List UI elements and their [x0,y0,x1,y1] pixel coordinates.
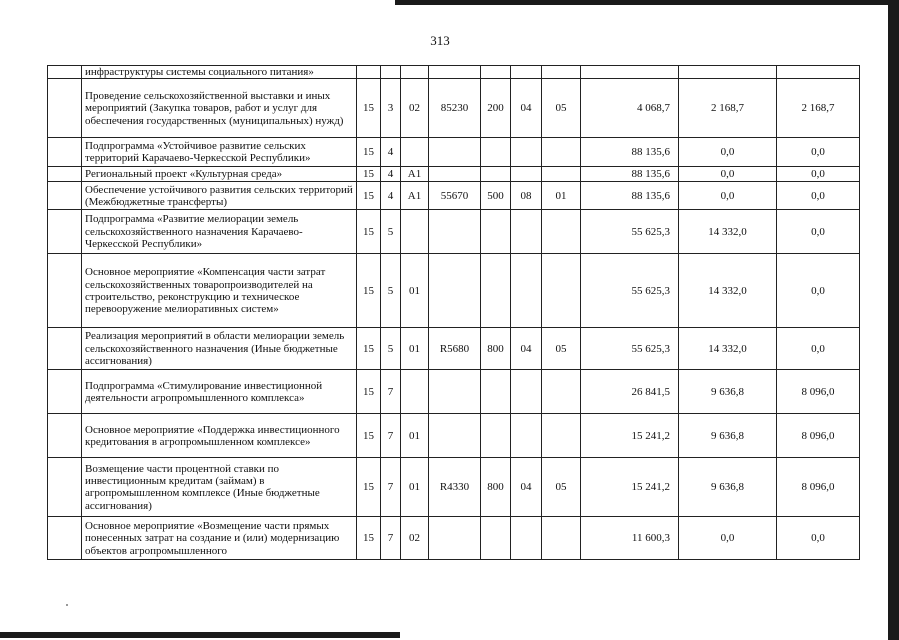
code-cell: 15 [357,210,381,254]
direction-cell [429,414,481,458]
index-cell [48,414,82,458]
code-cell: 15 [357,182,381,210]
index-cell [48,517,82,560]
direction-cell [429,517,481,560]
subsection-cell [542,254,581,328]
event-cell: А1 [401,182,429,210]
scan-speck [66,604,68,606]
direction-cell [429,370,481,414]
amount-year3-cell: 0,0 [777,517,860,560]
table-row [48,182,860,210]
event-cell: 01 [401,458,429,517]
amount-year2-cell: 9 636,8 [679,370,777,414]
expense-type-cell [481,66,511,79]
amount-year1-cell [581,66,679,79]
subsection-cell: 05 [542,458,581,517]
subsection-cell [542,517,581,560]
item-name-cell: Реализация мероприятий в области мелиорации земель сельскохозяйственного назначения (Иные бюджетные ассигнования) [82,328,357,370]
amount-year1-cell: 88 135,6 [581,167,679,182]
subprogram-cell: 7 [381,414,401,458]
direction-cell: R5680 [429,328,481,370]
subsection-cell [542,66,581,79]
index-cell [48,370,82,414]
amount-year2-cell: 2 168,7 [679,79,777,138]
table-row [48,66,860,79]
amount-year3-cell: 8 096,0 [777,458,860,517]
amount-year1-cell: 88 135,6 [581,182,679,210]
scan-edge-right [888,0,899,640]
scan-edge-top [395,0,899,5]
expense-type-cell [481,517,511,560]
event-cell: 02 [401,79,429,138]
index-cell [48,138,82,167]
amount-year3-cell: 0,0 [777,167,860,182]
expense-type-cell: 200 [481,79,511,138]
subprogram-cell: 4 [381,182,401,210]
item-name-cell: Основное мероприятие «Возмещение части прямых понесенных затрат на создание и (или) модернизацию объектов агропромышленного [82,517,357,560]
item-name-cell: инфраструктуры системы социального питания» [82,66,357,79]
section-cell [511,254,542,328]
amount-year1-cell: 88 135,6 [581,138,679,167]
subsection-cell [542,138,581,167]
item-name-cell: Проведение сельскохозяйственной выставки и иных мероприятий (Закупка товаров, работ и услуг для обеспечения государственных (муниципальных) нужд) [82,79,357,138]
amount-year1-cell: 15 241,2 [581,414,679,458]
event-cell [401,210,429,254]
amount-year1-cell: 55 625,3 [581,328,679,370]
amount-year3-cell: 2 168,7 [777,79,860,138]
table-row [48,138,860,167]
subprogram-cell: 3 [381,79,401,138]
subprogram-cell: 7 [381,458,401,517]
item-name-cell: Региональный проект «Культурная среда» [82,167,357,182]
amount-year2-cell: 9 636,8 [679,414,777,458]
amount-year2-cell: 0,0 [679,167,777,182]
amount-year3-cell: 0,0 [777,328,860,370]
section-cell [511,138,542,167]
event-cell: 01 [401,254,429,328]
amount-year2-cell: 14 332,0 [679,328,777,370]
amount-year2-cell: 14 332,0 [679,210,777,254]
code-cell: 15 [357,254,381,328]
amount-year1-cell: 15 241,2 [581,458,679,517]
code-cell: 15 [357,328,381,370]
event-cell [401,370,429,414]
code-cell: 15 [357,138,381,167]
code-cell: 15 [357,458,381,517]
subprogram-cell: 5 [381,210,401,254]
section-cell: 04 [511,79,542,138]
table-row [48,370,860,414]
item-name-cell: Подпрограмма «Устойчивое развитие сельских территорий Карачаево-Черкесской Республики» [82,138,357,167]
table-row [48,254,860,328]
subprogram-cell: 4 [381,138,401,167]
amount-year1-cell: 55 625,3 [581,210,679,254]
index-cell [48,210,82,254]
table-row [48,414,860,458]
subsection-cell [542,210,581,254]
subsection-cell [542,167,581,182]
amount-year2-cell: 0,0 [679,138,777,167]
table-row [48,328,860,370]
expense-type-cell [481,138,511,167]
subprogram-cell: 7 [381,517,401,560]
code-cell: 15 [357,414,381,458]
direction-cell [429,138,481,167]
subsection-cell [542,370,581,414]
table-row [48,167,860,182]
subsection-cell: 01 [542,182,581,210]
page-number: 313 [430,33,450,48]
amount-year2-cell [679,66,777,79]
item-name-cell: Основное мероприятие «Компенсация части затрат сельскохозяйственных товаропроизводителей на строительство, реконструкцию и техническое перевооружение мелиоративных систем» [82,254,357,328]
section-cell [511,414,542,458]
index-cell [48,79,82,138]
amount-year2-cell: 14 332,0 [679,254,777,328]
section-cell [511,66,542,79]
index-cell [48,458,82,517]
event-cell: 02 [401,517,429,560]
expense-type-cell [481,167,511,182]
subsection-cell: 05 [542,328,581,370]
direction-cell [429,167,481,182]
amount-year1-cell: 55 625,3 [581,254,679,328]
subsection-cell [542,414,581,458]
amount-year1-cell: 11 600,3 [581,517,679,560]
amount-year3-cell: 0,0 [777,254,860,328]
expense-type-cell [481,414,511,458]
direction-cell: R4330 [429,458,481,517]
index-cell [48,182,82,210]
section-cell [511,517,542,560]
amount-year3-cell: 0,0 [777,182,860,210]
direction-cell: 55670 [429,182,481,210]
index-cell [48,254,82,328]
amount-year1-cell: 4 068,7 [581,79,679,138]
direction-cell [429,254,481,328]
index-cell [48,328,82,370]
code-cell: 15 [357,79,381,138]
subprogram-cell [381,66,401,79]
event-cell: 01 [401,414,429,458]
amount-year2-cell: 0,0 [679,517,777,560]
code-cell [357,66,381,79]
code-cell: 15 [357,167,381,182]
budget-table [47,65,860,560]
amount-year3-cell: 0,0 [777,138,860,167]
code-cell: 15 [357,370,381,414]
item-name-cell: Обеспечение устойчивого развития сельских территорий (Межбюджетные трансферты) [82,182,357,210]
amount-year3-cell: 8 096,0 [777,370,860,414]
expense-type-cell: 800 [481,328,511,370]
amount-year3-cell: 0,0 [777,210,860,254]
scan-edge-bottom [0,632,400,638]
direction-cell: 85230 [429,79,481,138]
expense-type-cell: 500 [481,182,511,210]
subprogram-cell: 5 [381,328,401,370]
item-name-cell: Основное мероприятие «Поддержка инвестиционного кредитования в агропромышленном комплексе» [82,414,357,458]
amount-year2-cell: 9 636,8 [679,458,777,517]
code-cell: 15 [357,517,381,560]
expense-type-cell [481,210,511,254]
table-row [48,210,860,254]
item-name-cell: Подпрограмма «Развитие мелиорации земель сельскохозяйственного назначения Карачаево-Черкесской Республики» [82,210,357,254]
section-cell: 04 [511,458,542,517]
section-cell [511,370,542,414]
event-cell [401,66,429,79]
amount-year1-cell: 26 841,5 [581,370,679,414]
index-cell [48,66,82,79]
index-cell [48,167,82,182]
event-cell: 01 [401,328,429,370]
table-row [48,458,860,517]
table-row [48,517,860,560]
subsection-cell: 05 [542,79,581,138]
expense-type-cell [481,254,511,328]
section-cell [511,210,542,254]
table-row [48,79,860,138]
amount-year3-cell [777,66,860,79]
expense-type-cell [481,370,511,414]
section-cell [511,167,542,182]
item-name-cell: Подпрограмма «Стимулирование инвестиционной деятельности агропромышленного комплекса» [82,370,357,414]
event-cell: А1 [401,167,429,182]
subprogram-cell: 4 [381,167,401,182]
item-name-cell: Возмещение части процентной ставки по инвестиционным кредитам (займам) в агропромышленном комплексе (Иные бюджетные ассигнования) [82,458,357,517]
event-cell [401,138,429,167]
amount-year2-cell: 0,0 [679,182,777,210]
section-cell: 08 [511,182,542,210]
section-cell: 04 [511,328,542,370]
direction-cell [429,66,481,79]
amount-year3-cell: 8 096,0 [777,414,860,458]
expense-type-cell: 800 [481,458,511,517]
direction-cell [429,210,481,254]
subprogram-cell: 5 [381,254,401,328]
subprogram-cell: 7 [381,370,401,414]
